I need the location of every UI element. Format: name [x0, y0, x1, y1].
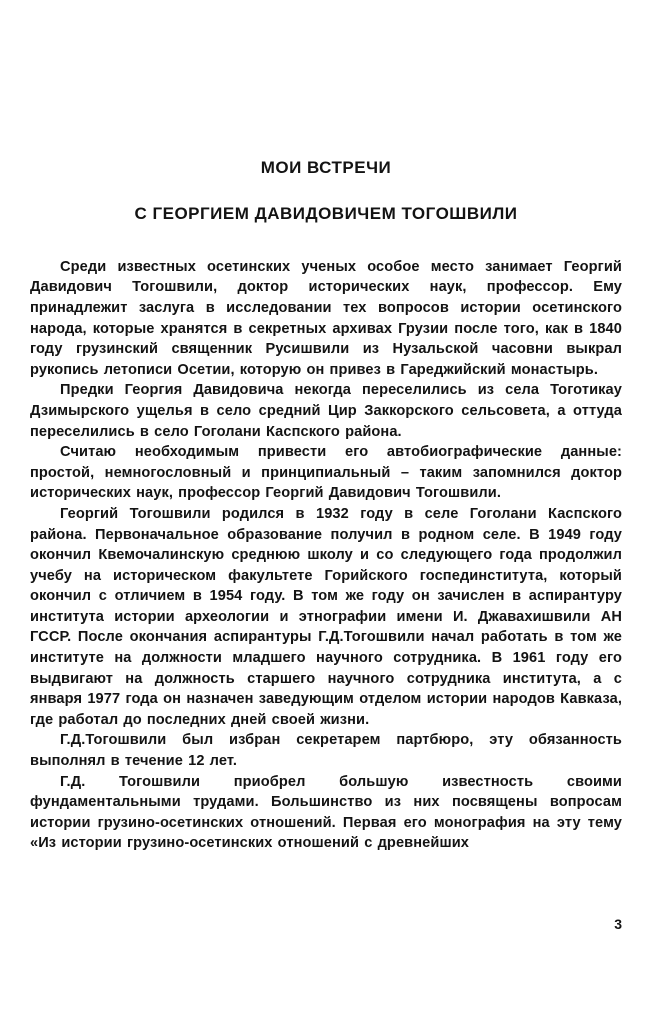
paragraph-5: Г.Д.Тогошвили был избран секретарем партбюро, эту обязанность выполнял в течение 12 лет. [30, 732, 622, 770]
paragraph-3: Считаю необходимым привести его автобиографические данные: простой, немногословный и принципиальный – таким запомнился доктор исторических наук, профессор Георгий Давидович Тогошвили. [30, 444, 622, 502]
paragraph-6: Г.Д. Тогошвили приобрел большую известность своими фундаментальными трудами. Большинство из них посвящены вопросам истории грузино-осетинских отношений. Первая его монография на эту тему «Из истории грузино-осетинских отношений с древнейших [30, 773, 622, 852]
page-title-line1: МОИ ВСТРЕЧИ [260, 158, 392, 177]
page-number: 3 [614, 916, 622, 932]
page-title-line2: С ГЕОРГИЕМ ДАВИДОВИЧЕМ ТОГОШВИЛИ [134, 204, 518, 224]
paragraph-2: Предки Георгия Давидовича некогда переселились из села Тоготикау Дзимырского ущелья в село средний Цир Заккорского сельсовета, а оттуда переселились в село Гоголани Каспского района. [30, 382, 622, 440]
paragraph-4: Георгий Тогошвили родился в 1932 году в селе Гоголани Каспского района. Первоначальное образование получил в родном селе. В 1949 году окончил Квемочалинскую среднюю школу и со следующего года продолжил учебу на историческом факультете Горийского госпединститута, который окончил с отличием в 1954 году. В том же году он зачислен в аспирантуру института истории археологии и этнографии имени И. Джавахишвили АН ГССР. После окончания аспирантуры Г.Д.Тогошвили начал работать в том же институте на должности младшего научного сотрудника. В 1961 году его выдвигают на должность старшего научного сотрудника института, а с января 1977 года он назначен заведующим отделом истории народов Кавказа, где работал до последних дней своей жизни. [30, 505, 622, 728]
paragraph-1: Среди известных осетинских ученых особое место занимает Георгий Давидович Тогошвили, доктор исторических наук, профессор. Ему принадлежит заслуга в исследовании тех вопросов истории осетинского народа, которые хранятся в секретных архивах Грузии после того, как в 1840 году грузинский священник Русишвили из Нузальской часовни выкрал рукопись летописи Осетии, которую он привез в Гареджийский монастырь. [30, 258, 622, 378]
body-text [30, 257, 622, 854]
